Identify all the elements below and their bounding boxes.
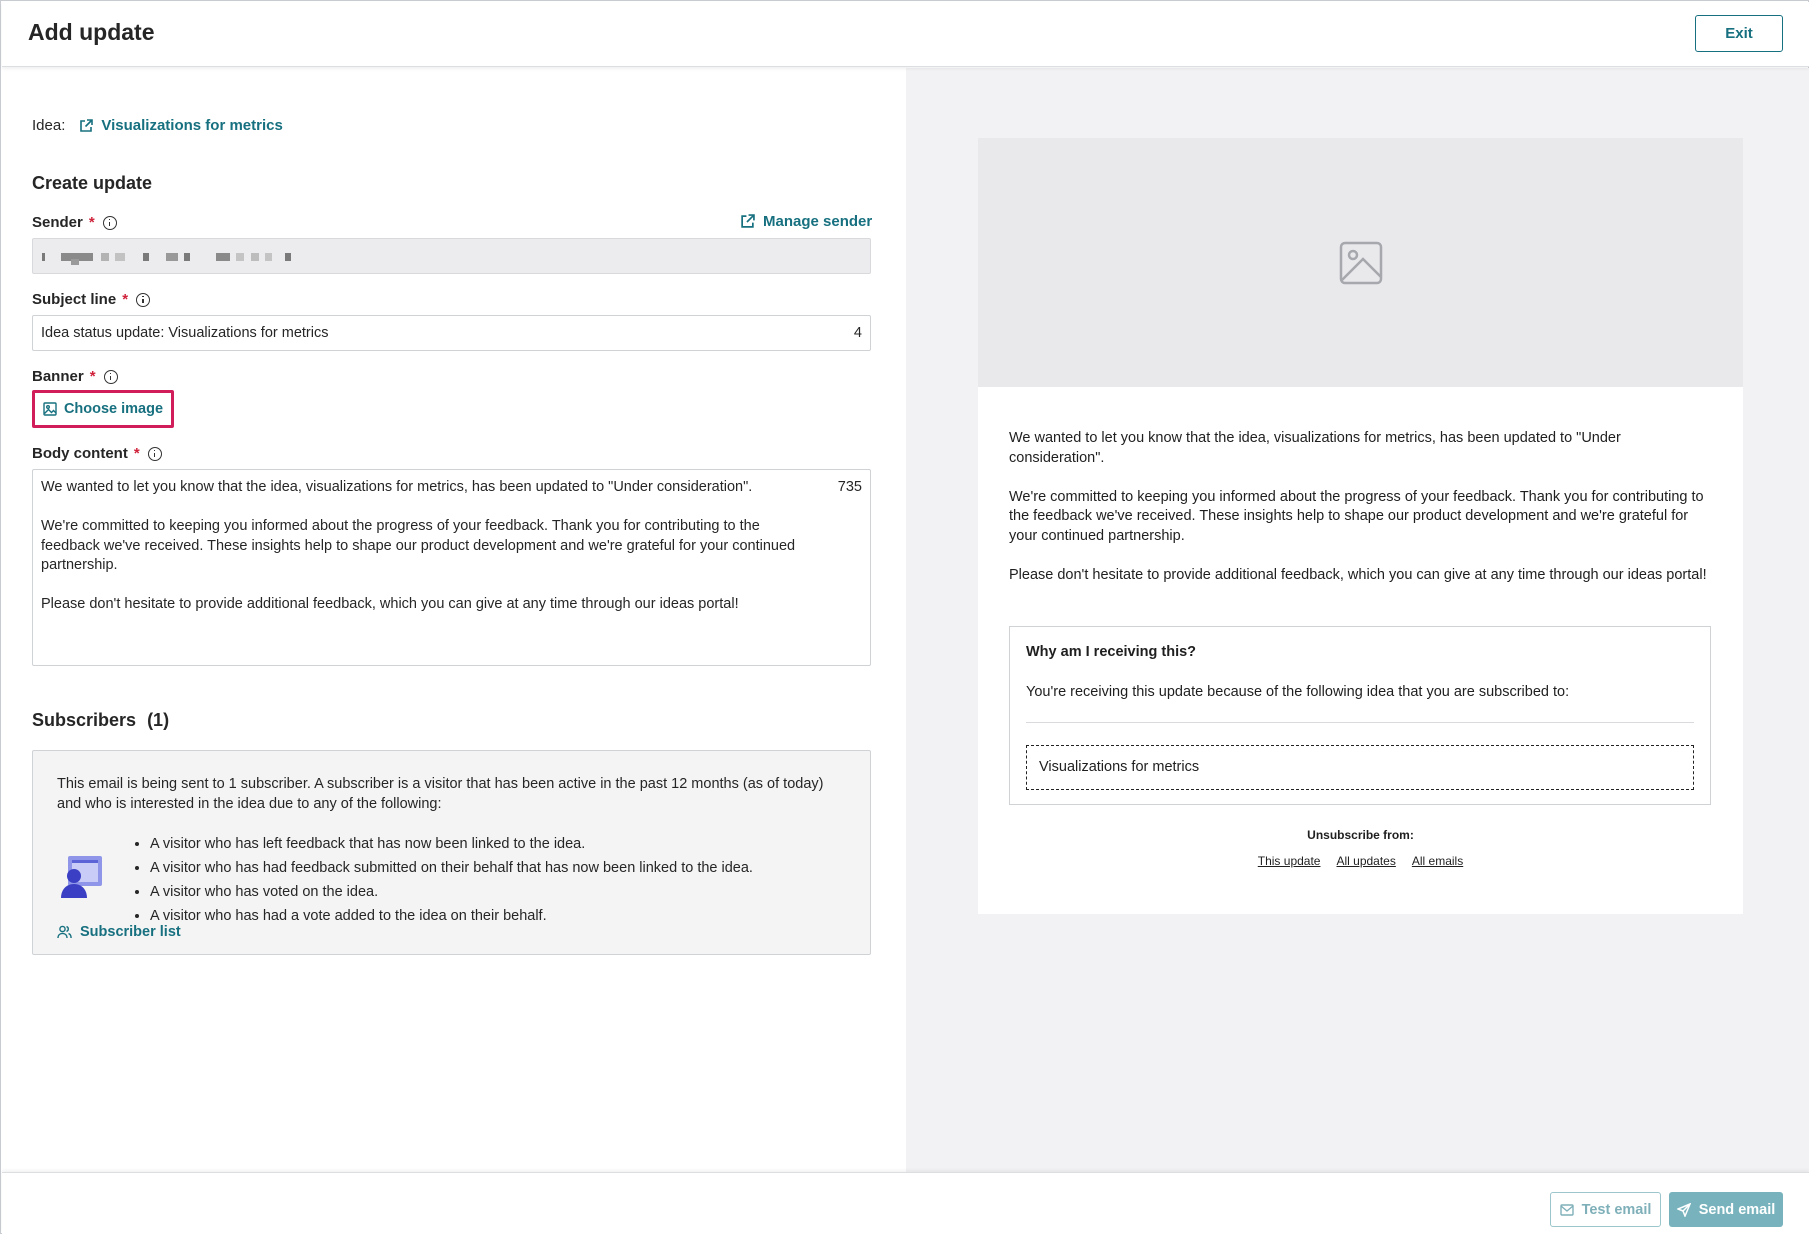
header-bar xyxy=(2,2,1809,67)
required-mark: * xyxy=(133,445,140,462)
send-icon xyxy=(1677,1203,1691,1217)
choose-image-button[interactable] xyxy=(37,395,169,423)
users-icon xyxy=(57,925,72,939)
test-email-button[interactable] xyxy=(1550,1192,1661,1227)
page-title: Add update xyxy=(28,19,155,45)
send-email-button[interactable] xyxy=(1669,1192,1783,1227)
idea-link-label: Visualizations for metrics xyxy=(101,117,283,134)
subject-label-text: Subject line xyxy=(32,291,117,308)
send-email-label: Send email xyxy=(1698,1201,1776,1218)
subject-char-count: 4 xyxy=(853,325,862,341)
image-placeholder-icon xyxy=(1339,241,1383,290)
redacted-pixel xyxy=(184,253,190,261)
divider xyxy=(1026,722,1694,723)
redacted-pixel xyxy=(216,253,230,261)
info-icon[interactable] xyxy=(148,447,162,461)
manage-sender-link[interactable] xyxy=(740,213,872,230)
footer-bar xyxy=(2,1172,1809,1234)
update-form-panel xyxy=(2,68,906,1172)
subject-label xyxy=(32,291,150,308)
idea-link[interactable] xyxy=(79,117,282,134)
redacted-pixel xyxy=(236,253,244,261)
subscriber-list-label: Subscriber list xyxy=(80,924,181,940)
subscriber-illustration-icon xyxy=(59,854,105,904)
external-link-icon xyxy=(740,214,755,229)
body-label xyxy=(32,445,162,462)
list-item: • A visitor who has left feedback that has now been linked to the idea. xyxy=(150,832,753,856)
image-icon xyxy=(43,402,57,416)
test-email-label: Test email xyxy=(1581,1201,1652,1218)
redacted-pixel xyxy=(143,253,149,261)
sender-label xyxy=(32,214,117,231)
banner-label-text: Banner xyxy=(32,368,84,385)
body-content-textarea[interactable] xyxy=(32,469,871,666)
banner-label xyxy=(32,368,118,385)
redacted-pixel xyxy=(251,253,259,261)
email-preview xyxy=(978,138,1743,914)
list-item: • A visitor who has voted on the idea. xyxy=(150,880,753,904)
body-paragraph: We're committed to keeping you informed about the progress of your feedback. Thank you for contributing to the feedback we've received. These insights help to shape our product development and we're grateful for your continued partnership. xyxy=(41,518,796,573)
unsubscribe-all-emails-link[interactable]: All emails xyxy=(1411,854,1464,868)
idea-row xyxy=(32,117,283,134)
subject-value: Idea status update: Visualizations for metrics xyxy=(41,325,329,341)
body-label-text: Body content xyxy=(32,445,128,462)
exit-button[interactable]: Exit xyxy=(1695,15,1783,52)
redacted-pixel xyxy=(115,253,125,261)
preview-paragraph: Please don't hesitate to provide additional feedback, which you can give at any time through our ideas portal! xyxy=(1009,566,1707,583)
create-update-heading: Create update xyxy=(32,173,153,193)
choose-image-highlight xyxy=(32,390,174,428)
unsubscribe-label: Unsubscribe from: xyxy=(1307,828,1414,842)
mail-icon xyxy=(1560,1204,1574,1216)
idea-label: Idea: xyxy=(32,117,66,134)
preview-paragraph: We're committed to keeping you informed about the progress of your feedback. Thank you for contributing to the feedback we've received. These insights help to shape our product development and we're grateful for your continued partnership. xyxy=(1009,488,1704,544)
unsubscribe-this-update-link[interactable]: This update xyxy=(1257,854,1321,868)
info-icon[interactable] xyxy=(103,216,117,230)
subscribers-heading xyxy=(32,710,169,731)
why-receiving-box xyxy=(1009,626,1711,805)
body-text xyxy=(41,478,811,634)
required-mark: * xyxy=(88,214,95,231)
required-mark: * xyxy=(122,291,129,308)
why-text: You're receiving this update because of the following idea that you are subscribed to: xyxy=(1026,684,1570,700)
choose-image-label: Choose image xyxy=(63,401,164,417)
manage-sender-label: Manage sender xyxy=(763,213,873,230)
body-paragraph: We wanted to let you know that the idea, visualizations for metrics, has been updated to "Under consideration". xyxy=(41,479,753,495)
sender-field[interactable] xyxy=(32,238,871,274)
redacted-pixel xyxy=(166,253,178,261)
list-item: • A visitor who has had feedback submitted on their behalf that has now been linked to the idea. xyxy=(150,856,753,880)
subject-input[interactable] xyxy=(32,315,871,351)
sender-label-text: Sender xyxy=(32,214,83,231)
unsubscribe-all-updates-link[interactable]: All updates xyxy=(1336,854,1396,868)
preview-body xyxy=(1009,429,1714,605)
subscribers-intro: This email is being sent to 1 subscriber. A subscriber is a visitor that has been active in the past 12 months (as of today) and who is interested in the idea due to any of the following: xyxy=(57,776,824,812)
body-paragraph: Please don't hesitate to provide additional feedback, which you can give at any time through our ideas portal! xyxy=(41,596,739,612)
subscribers-title: Subscribers xyxy=(32,710,137,730)
redacted-pixel xyxy=(42,253,45,261)
redacted-pixel xyxy=(101,253,109,261)
external-link-icon xyxy=(79,119,93,133)
subscriber-list-link[interactable] xyxy=(57,924,181,940)
list-item: • A visitor who has had a vote added to the idea on their behalf. xyxy=(150,904,753,928)
required-mark: * xyxy=(89,368,96,385)
info-icon[interactable] xyxy=(136,293,150,307)
body-char-count: 735 xyxy=(837,479,862,495)
subscribers-info-box xyxy=(32,750,871,955)
unsubscribe-links xyxy=(978,854,1743,868)
redacted-pixel xyxy=(285,253,291,261)
preview-paragraph: We wanted to let you know that the idea, visualizations for metrics, has been updated to "Under consideration". xyxy=(1009,430,1621,466)
redacted-pixel xyxy=(71,259,79,265)
info-icon[interactable] xyxy=(104,370,118,384)
subscribers-count: (1) xyxy=(147,710,170,730)
redacted-pixel xyxy=(265,253,272,261)
subscriber-criteria-list xyxy=(132,832,753,928)
email-preview-panel xyxy=(906,68,1809,1172)
subscribed-idea: Visualizations for metrics xyxy=(1026,745,1694,790)
banner-placeholder xyxy=(978,138,1743,387)
why-title: Why am I receiving this? xyxy=(1026,644,1197,660)
